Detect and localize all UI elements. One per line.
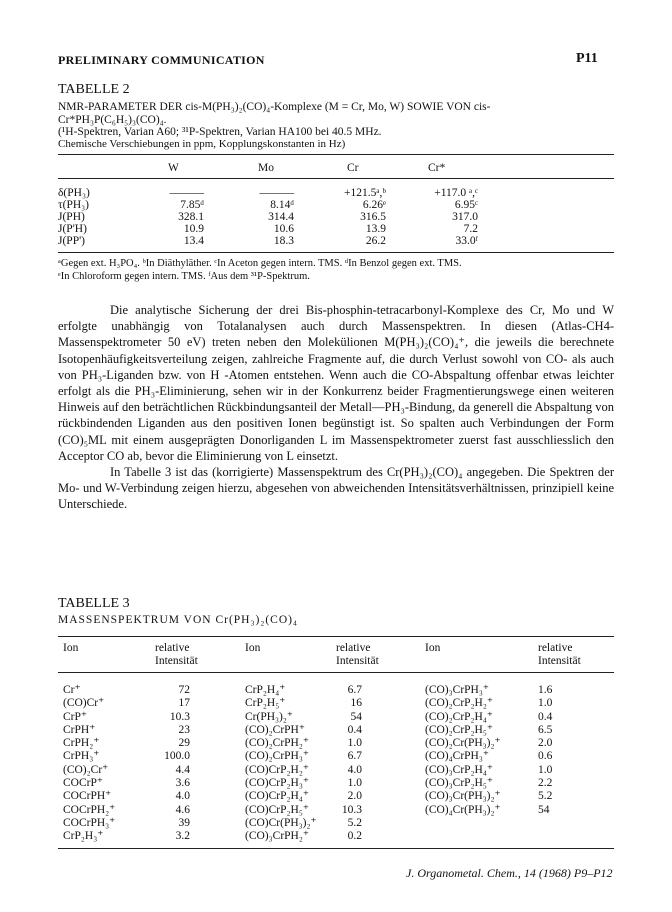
table2-col-cr	[320, 187, 386, 247]
table3-intensity: 4.6	[175, 803, 190, 816]
table3-ion: (CO)₃CrP₂H₄⁺	[425, 763, 493, 776]
table3-intensity: 0.4	[538, 710, 553, 723]
table2-header-rule	[58, 178, 614, 179]
table2-row-label: δ(PH₃)	[58, 187, 90, 199]
table2-cell: ———	[169, 187, 204, 199]
table3-header-line: Intensität	[538, 654, 581, 667]
table3-ion: Cr⁺	[63, 684, 81, 696]
table3-caption: MASSENSPEKTRUM VON Cr(PH₃)₂(CO)₄	[58, 614, 298, 626]
table3-intensity: 5.2	[347, 816, 362, 829]
table3-intensity: 16	[350, 697, 362, 710]
table3-intensity: 0.2	[347, 830, 362, 843]
table3-ion: (CO)CrP₂H₃⁺	[245, 777, 309, 790]
table2-col-w	[142, 187, 204, 247]
table3-intensity: 17	[178, 697, 190, 710]
table3-ion: CrP⁺	[63, 710, 87, 723]
table3-intensity: 0.4	[347, 723, 362, 736]
table2-cell: 6.95ᶜ	[454, 199, 478, 211]
table2-col-header-cr: Cr	[347, 162, 359, 174]
table3-header-line: relative	[336, 642, 371, 654]
table2-caption-line1: NMR-PARAMETER DER cis-M(PH₃)₂(CO)₄-Komplexe (M = Cr, Mo, W) SOWIE VON cis-	[58, 101, 491, 113]
table3-ion: Cr(PH₃)₂⁺	[245, 710, 293, 723]
table3-top-rule	[58, 636, 614, 637]
table3-ion: (CO)₂CrP₂H₂⁺	[425, 697, 493, 710]
table2-col-header-mo: Mo	[258, 162, 274, 174]
table3-ion: (CO)₃Cr(PH₃)₂⁺	[425, 790, 501, 803]
table3-ion: (CO)CrP₂H₄⁺	[245, 790, 309, 803]
table2-top-rule	[58, 154, 614, 155]
table2-caption-line2: Cr*PH₃P(C₆H₅)₃(CO)₄.	[58, 113, 167, 126]
table2-footnote: ᵉIn Chloroform gegen intern. TMS. ᶠAus dem ³¹P-Spektrum.	[58, 271, 310, 282]
table3-intensity: 6.5	[538, 723, 553, 736]
table2-cell: 317.0	[452, 211, 478, 223]
table3-intensity: 3.2	[175, 830, 190, 843]
table2-cell: 18.3	[273, 235, 294, 247]
table2-caption-line3: (¹H-Spektren, Varian A60; ³¹P-Spektren, Varian HA100 bei 40.5 MHz.	[58, 126, 382, 138]
table3-ion: CrP₂H₅⁺	[245, 697, 286, 710]
table3-ion: (CO)Cr(PH₃)₂⁺	[245, 816, 317, 829]
table3-intensity: 54	[538, 803, 550, 816]
table3-intensity: 10.3	[169, 710, 190, 723]
table3-ion-col-3	[425, 684, 501, 817]
table2-col-mo	[232, 187, 294, 247]
table3-ion: (CO)₂Cr⁺	[63, 763, 109, 776]
table3-ion: (CO)CrP₂H₅⁺	[245, 803, 309, 816]
table3-ion: CrPH₂⁺	[63, 737, 100, 750]
table3-intensity: 1.0	[538, 763, 553, 776]
table2-cell: 6.26ᵉ	[362, 199, 386, 211]
table3-ion: (CO)₃CrPH₂⁺	[245, 830, 309, 843]
table3-col-header-ion: Ion	[63, 642, 79, 654]
table2-row-label: J(P'H)	[58, 223, 87, 235]
table3-ion: (CO)₂CrPH₃⁺	[245, 750, 309, 763]
table2-cell: 314.4	[268, 211, 294, 223]
table2-col-crstar	[410, 187, 478, 247]
table3-bottom-rule	[58, 848, 614, 849]
table3-intensity: 100.0	[164, 750, 190, 763]
table3-intensity: 4.4	[175, 763, 190, 776]
paragraph: Die analytische Sicherung der drei Bis-phosphin-tetracarbonyl-Komplexe des Cr, Mo und W erfolgte unabhängig von Totalanalysen auch durch Massenspektren. In diesen (Atlas-CH4-Massenspektrometer 50 eV) treten neben den Molekülionen M(PH₃)₂(CO)₄⁺, die jeweils die berechnete Isotopenhäufigkeitsverteilung zeigen, zahlreiche Fragmente auf, die durch Verlust sowohl von CO- als auch von PH₃-Liganden bzw. von H -Atomen entstehen. Wenn auch die CO-Abspaltung offenbar etwas leichter erfolgt als die PH₃-Eliminierung, sehen wir in der Konkurrenz beider Fragmentierungswege einen weiteren Hinweis auf den beträchtlichen Rückbindungsanteil der Metall—PH₃-Bindung, da generell die Abspaltung von rückbindenden Liganden aus den positiven Ionen begünstigt ist. So spalten auch Verbindungen der Form (CO)₅ML mit einem ausgeprägten Donorliganden L im Massenspektrometer zuerst fast ausschliesslich den Acceptor CO ab, bevor die Eliminierung von L einsetzt.	[58, 303, 614, 463]
table2-col-header-crstar: Cr*	[428, 162, 446, 174]
running-header: PRELIMINARY COMMUNICATION	[58, 53, 265, 67]
table2-row-labels	[58, 187, 90, 247]
table3-intensity: 3.6	[175, 777, 190, 790]
table2-cell: +117.0 ᵃ,ᶜ	[434, 187, 478, 199]
table3-intensity: 4.0	[347, 763, 362, 776]
table3-ion: (CO)₂CrP₂H₅⁺	[425, 723, 493, 736]
table3-intensity: 10.3	[341, 803, 362, 816]
table2-cell: 7.85ᵈ	[180, 199, 204, 211]
table3-col-header-intensity	[538, 642, 581, 667]
table3-intensity: 2.0	[347, 790, 362, 803]
table3-title: TABELLE 3	[58, 596, 130, 611]
table2-cell: 26.2	[365, 235, 386, 247]
page-number: P11	[576, 51, 598, 66]
table3-ion: (CO)₂CrPH⁺	[245, 723, 305, 736]
table3-col-header-ion: Ion	[245, 642, 261, 654]
table3-intensity: 72	[178, 684, 190, 696]
table2-cell: 328.1	[178, 211, 204, 223]
table2-cell: 316.5	[360, 211, 386, 223]
table3-ion: COCrPH⁺	[63, 790, 112, 803]
table3-int-col-1	[150, 684, 190, 844]
table3-ion: CrPH⁺	[63, 723, 96, 736]
table3-intensity: 6.7	[347, 750, 362, 763]
table3-intensity: 0.6	[538, 750, 553, 763]
table3-ion: (CO)₃CrP₂H₅⁺	[425, 777, 493, 790]
table3-header-line: Intensität	[336, 654, 379, 667]
table2-cell: 13.9	[365, 223, 386, 235]
table3-header-line: relative	[538, 642, 573, 654]
table3-ion: COCrPH₃⁺	[63, 816, 116, 829]
table3-intensity: 2.2	[538, 777, 553, 790]
table3-intensity: 29	[178, 737, 190, 750]
table2-row-label: J(PP')	[58, 235, 85, 247]
table3-ion: (CO)CrP₂H₂⁺	[245, 763, 309, 776]
table2-cell: ———	[259, 187, 294, 199]
table3-col-header-intensity	[155, 642, 198, 667]
table2-row-label: τ(PH₃)	[58, 199, 89, 211]
table2-footnote: ᵃGegen ext. H₃PO₄. ᵇIn Diäthyläther. ᶜIn Aceton gegen intern. TMS. ᵈIn Benzol gegen ext. TMS.	[58, 258, 462, 269]
table2-caption	[58, 101, 618, 139]
table3-ion: (CO)Cr⁺	[63, 697, 105, 710]
table3-ion: CrP₂H₄⁺	[245, 684, 286, 696]
table3-ion: COCrPH₂⁺	[63, 803, 116, 816]
table3-ion-col-1	[63, 684, 115, 844]
table2-col-header-w: W	[168, 162, 179, 174]
table3-intensity: 5.2	[538, 790, 553, 803]
table3-ion: COCrP⁺	[63, 777, 103, 790]
table3-ion: (CO)₄Cr(PH₃)₂⁺	[425, 803, 501, 816]
table2-cell: 33.0ᶠ	[455, 235, 478, 247]
table3-intensity: 23	[178, 723, 190, 736]
table2-row-label: J(PH)	[58, 211, 85, 223]
table2-title: TABELLE 2	[58, 82, 130, 97]
table3-int-col-2	[322, 684, 362, 844]
table3-intensity: 1.6	[538, 684, 553, 696]
table3-intensity: 4.0	[175, 790, 190, 803]
table3-intensity: 1.0	[347, 777, 362, 790]
table3-intensity: 54	[350, 710, 362, 723]
table3-header-rule	[58, 672, 614, 673]
table3-ion: (CO)₃CrPH₃⁺	[425, 684, 489, 696]
table3-header-line: relative	[155, 642, 190, 654]
table2-cell: 8.14ᵈ	[270, 199, 294, 211]
table3-ion: (CO)₄CrPH₃⁺	[425, 750, 489, 763]
table2-bottom-rule	[58, 252, 614, 253]
table3-intensity: 6.7	[347, 684, 362, 696]
table3-ion: (CO)₂CrP₂H₄⁺	[425, 710, 493, 723]
journal-footer: J. Organometal. Chem., 14 (1968) P9–P12	[406, 866, 613, 880]
table3-intensity: 1.0	[538, 697, 553, 710]
table3-ion: (CO)₂CrPH₂⁺	[245, 737, 309, 750]
table2-cell: 10.9	[183, 223, 204, 235]
table3-int-col-3	[538, 684, 552, 817]
table3-col-header-ion: Ion	[425, 642, 441, 654]
table3-intensity: 39	[178, 816, 190, 829]
table3-intensity: 2.0	[538, 737, 553, 750]
body-text	[58, 302, 614, 513]
table3-ion-col-2	[245, 684, 317, 844]
table2-cell: 13.4	[183, 235, 204, 247]
paragraph: In Tabelle 3 ist das (korrigierte) Massenspektrum des Cr(PH₃)₂(CO)₄ angegeben. Die Spektren der Mo- und W-Verbindung zeigen hierzu, abgesehen von abweichenden Intensitätsverhältnissen, prinzipiell keine Unterschiede.	[58, 465, 614, 512]
table2-cell: +121.5ᵃ,ᵇ	[344, 187, 386, 199]
table3-ion: CrPH₃⁺	[63, 750, 100, 763]
table3-ion: (CO)₂Cr(PH₃)₂⁺	[425, 737, 501, 750]
table3-header-line: Intensität	[155, 654, 198, 667]
table3-ion: CrP₂H₃⁺	[63, 830, 104, 843]
table3-intensity: 1.0	[347, 737, 362, 750]
table2-cell: 7.2	[463, 223, 478, 235]
table2-cell: 10.6	[273, 223, 294, 235]
table3-col-header-intensity	[336, 642, 379, 667]
table2-subcaption: Chemische Verschiebungen in ppm, Kopplungskonstanten in Hz)	[58, 138, 346, 150]
